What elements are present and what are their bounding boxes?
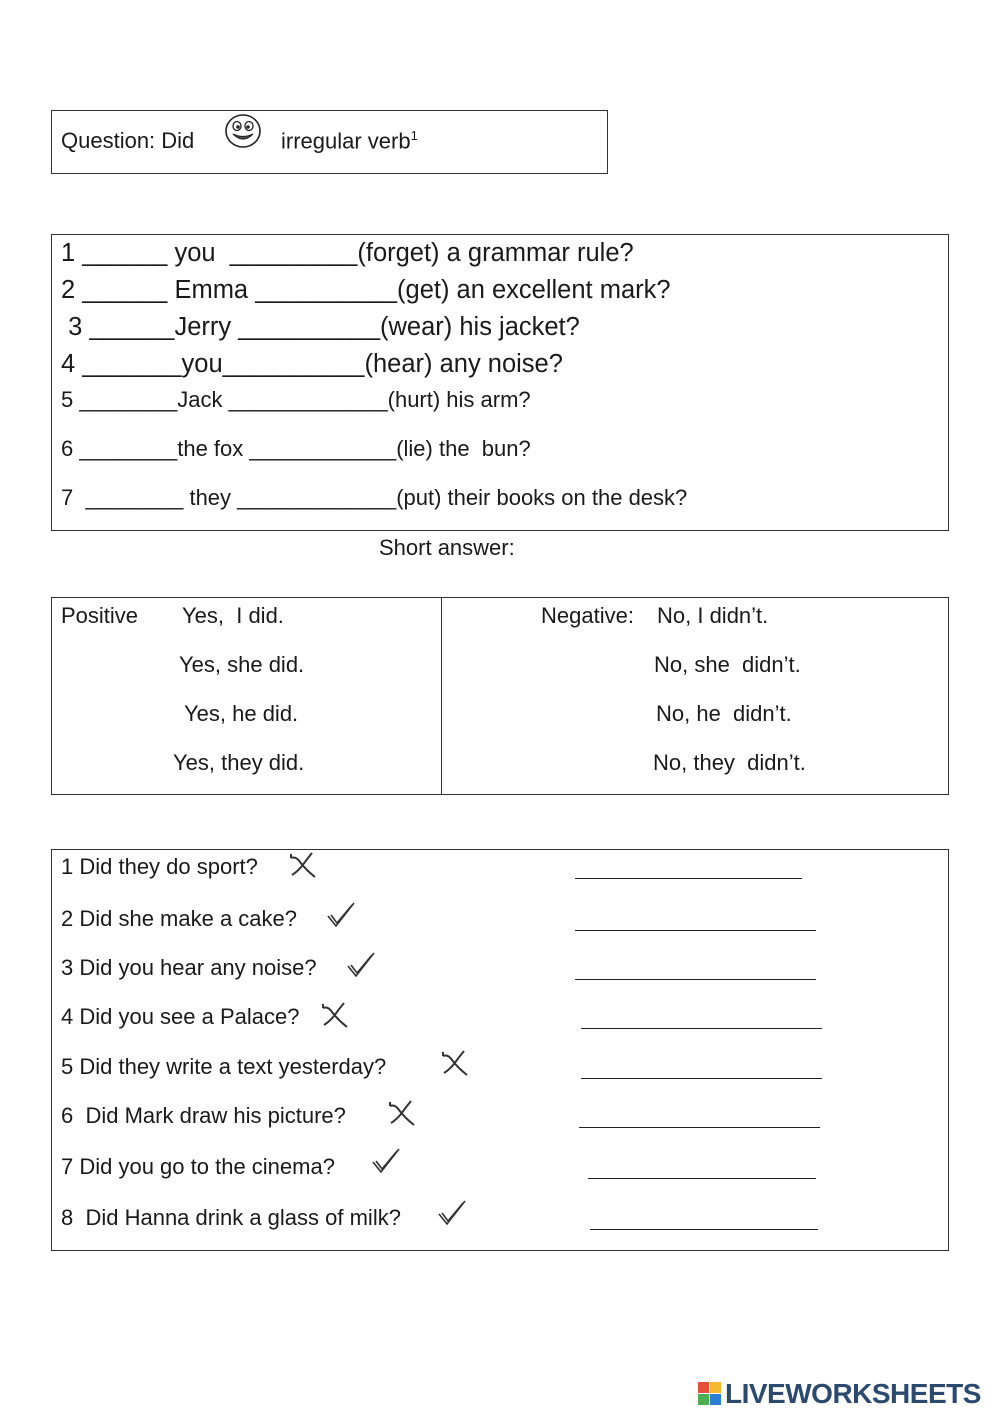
exercise-1-line: 6 ________the fox ____________(lie) the bun? <box>61 436 531 461</box>
exercise-1-line: 7 ________ they _____________(put) their books on the desk? <box>61 485 688 510</box>
irregular-verb-label: irregular verb$^1$ <box>281 128 418 154</box>
cross-icon <box>440 1048 472 1078</box>
logo-text: LIVEWORKSHEETS <box>725 1378 981 1409</box>
question-text: 1 Did they do sport? <box>61 854 258 879</box>
check-icon <box>436 1198 468 1228</box>
positive-label: Positive <box>61 603 139 628</box>
exercise-2-box <box>51 849 949 1251</box>
check-icon <box>345 950 377 980</box>
answer-line[interactable] <box>575 979 816 980</box>
short-answer-title: Short answer: <box>379 535 515 560</box>
exercise-1-line: 4 _______you__________(hear) any noise? <box>61 350 563 378</box>
short-answer-table <box>51 597 949 795</box>
cross-icon <box>288 850 320 880</box>
cross-icon <box>387 1098 419 1128</box>
header-box <box>51 110 608 174</box>
smiley-face-icon <box>222 111 264 151</box>
question-text: 5 Did they write a text yesterday? <box>61 1054 387 1079</box>
question-text: 7 Did you go to the cinema? <box>61 1154 335 1179</box>
negative-label: Negative: <box>541 603 634 628</box>
logo-badge-icon <box>698 1382 722 1406</box>
exercise-1-line: 1 ______ you _________(forget) a grammar rule? <box>61 239 634 267</box>
negative-answer: No, I didn’t. <box>657 603 769 628</box>
question-text: 2 Did she make a cake? <box>61 906 298 931</box>
cross-icon <box>320 1000 352 1030</box>
question-label: Question: Did <box>61 128 195 153</box>
negative-answer: No, they didn’t. <box>653 750 806 775</box>
answer-line[interactable] <box>581 1078 822 1079</box>
exercise-1-line: 5 ________Jack _____________(hurt) his arm? <box>61 387 531 412</box>
question-text: 3 Did you hear any noise? <box>61 955 317 980</box>
positive-answer: Yes, I did. <box>182 603 284 628</box>
exercise-1-box <box>51 234 949 531</box>
answer-line[interactable] <box>581 1028 822 1029</box>
positive-answer: Yes, they did. <box>173 750 305 775</box>
check-icon <box>325 900 357 930</box>
question-text: 6 Did Mark draw his picture? <box>61 1103 346 1128</box>
answer-line[interactable] <box>590 1229 818 1230</box>
table-divider <box>441 598 442 794</box>
positive-answer: Yes, she did. <box>179 652 305 677</box>
check-icon <box>370 1146 402 1176</box>
answer-line[interactable] <box>588 1178 816 1179</box>
answer-line[interactable] <box>579 1127 820 1128</box>
answer-line[interactable] <box>575 878 802 879</box>
negative-answer: No, she didn’t. <box>654 652 801 677</box>
answer-line[interactable] <box>575 930 816 931</box>
negative-answer: No, he didn’t. <box>656 701 792 726</box>
exercise-1-line: 2 ______ Emma __________(get) an excellent mark? <box>61 276 671 304</box>
positive-answer: Yes, he did. <box>184 701 299 726</box>
question-text: 8 Did Hanna drink a glass of milk? <box>61 1205 401 1230</box>
question-text: 4 Did you see a Palace? <box>61 1004 300 1029</box>
exercise-1-line: 3 ______Jerry __________(wear) his jacket? <box>61 313 580 341</box>
